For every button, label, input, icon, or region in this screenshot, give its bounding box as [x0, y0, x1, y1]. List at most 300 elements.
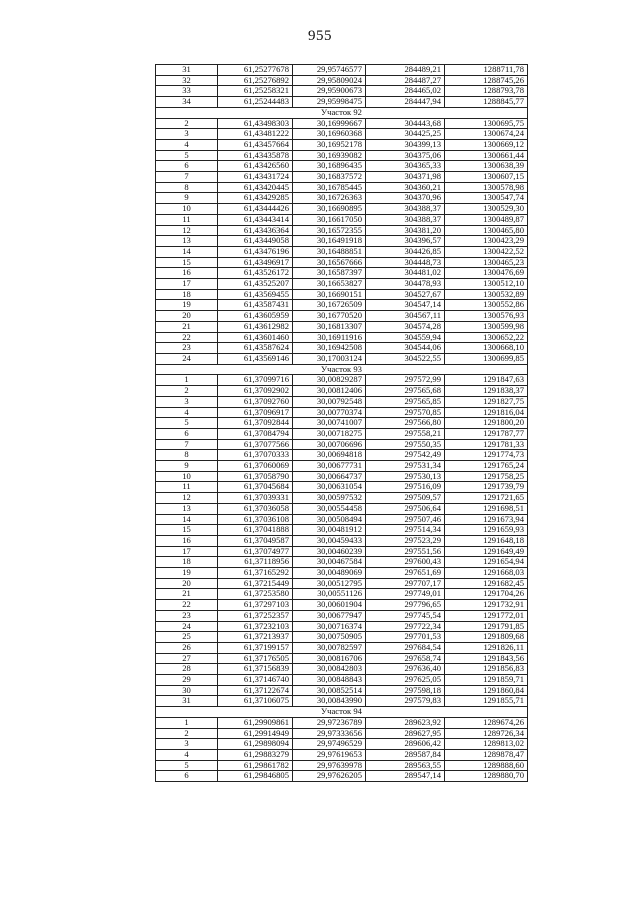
table-cell: 61,43569146 — [218, 353, 293, 364]
table-cell: 61,37045684 — [218, 482, 293, 493]
table-cell: 1288711,78 — [445, 65, 528, 76]
table-cell: 61,43457664 — [218, 139, 293, 150]
table-cell: 1291704,26 — [445, 589, 528, 600]
table-cell: 8 — [156, 450, 218, 461]
table-cell: 30,16567666 — [293, 257, 366, 268]
table-cell: 1300668,10 — [445, 343, 528, 354]
table-cell: 61,37215449 — [218, 578, 293, 589]
table-cell: 30,16587397 — [293, 268, 366, 279]
table-cell: 2 — [156, 118, 218, 129]
table-cell: 29,95900673 — [293, 86, 366, 97]
table-row — [156, 193, 528, 204]
table-cell: 9 — [156, 461, 218, 472]
table-cell: 297523,29 — [366, 535, 445, 546]
table-cell: 7 — [156, 439, 218, 450]
table-cell: 61,37084794 — [218, 428, 293, 439]
table-cell: 61,43436364 — [218, 225, 293, 236]
table-cell: 14 — [156, 514, 218, 525]
table-row — [156, 739, 528, 750]
table-cell: 304522,55 — [366, 353, 445, 364]
table-row — [156, 246, 528, 257]
table-cell: 30,00718275 — [293, 428, 366, 439]
table-cell: 30,17003124 — [293, 353, 366, 364]
table-cell: 61,37118956 — [218, 557, 293, 568]
table-cell: 27 — [156, 653, 218, 664]
table-cell: 297684,54 — [366, 642, 445, 653]
table-cell: 61,37060069 — [218, 461, 293, 472]
table-cell: 1300638,39 — [445, 161, 528, 172]
table-cell: 30,00741007 — [293, 418, 366, 429]
table-cell: 1291654,94 — [445, 557, 528, 568]
table-cell: 32 — [156, 75, 218, 86]
table-cell: 61,29861782 — [218, 760, 293, 771]
table-cell: 304559,94 — [366, 332, 445, 343]
table-cell: 61,43429285 — [218, 193, 293, 204]
table-cell: 1300652,22 — [445, 332, 528, 343]
table-cell: 1291809,68 — [445, 632, 528, 643]
table-cell: 20 — [156, 311, 218, 322]
table-cell: 61,29883279 — [218, 750, 293, 761]
table-cell: 61,37039331 — [218, 493, 293, 504]
table-cell: 304448,73 — [366, 257, 445, 268]
table-cell: 25 — [156, 632, 218, 643]
table-row — [156, 118, 528, 129]
table-cell: 1291800,20 — [445, 418, 528, 429]
table-cell: 22 — [156, 332, 218, 343]
table-cell: 1291816,04 — [445, 407, 528, 418]
table-row — [156, 386, 528, 397]
table-cell: 30,16491918 — [293, 236, 366, 247]
table-row — [156, 439, 528, 450]
table-row — [156, 279, 528, 290]
table-row — [156, 65, 528, 76]
table-cell: 1291732,91 — [445, 600, 528, 611]
table-cell: 30 — [156, 685, 218, 696]
section-header: Участок 92 — [156, 107, 528, 118]
table-row — [156, 461, 528, 472]
table-row — [156, 257, 528, 268]
table-cell: 61,37077566 — [218, 439, 293, 450]
table-cell: 30,16813307 — [293, 321, 366, 332]
table-cell: 297506,64 — [366, 503, 445, 514]
table-cell: 30,00852514 — [293, 685, 366, 696]
table-row — [156, 632, 528, 643]
table-cell: 61,43587624 — [218, 343, 293, 354]
table-cell: 6 — [156, 161, 218, 172]
table-cell: 61,29914949 — [218, 728, 293, 739]
table-cell: 24 — [156, 621, 218, 632]
table-cell: 61,37253580 — [218, 589, 293, 600]
page-number: 955 — [308, 28, 332, 44]
table-cell: 30,00848843 — [293, 675, 366, 686]
table-cell: 1291843,56 — [445, 653, 528, 664]
table-cell: 1300422,52 — [445, 246, 528, 257]
table-cell: 61,25277678 — [218, 65, 293, 76]
table-cell: 297600,43 — [366, 557, 445, 568]
table-cell: 30,00770374 — [293, 407, 366, 418]
table-cell: 30,00694818 — [293, 450, 366, 461]
table-cell: 61,37156839 — [218, 664, 293, 675]
table-cell: 304399,13 — [366, 139, 445, 150]
table-cell: 61,43601460 — [218, 332, 293, 343]
table-cell: 30,00631054 — [293, 482, 366, 493]
table-cell: 1288845,77 — [445, 97, 528, 108]
table-cell: 19 — [156, 568, 218, 579]
table-cell: 1291860,84 — [445, 685, 528, 696]
table-row — [156, 161, 528, 172]
table-cell: 1 — [156, 375, 218, 386]
table-row — [156, 428, 528, 439]
table-cell: 297531,34 — [366, 461, 445, 472]
table-cell: 29,95746577 — [293, 65, 366, 76]
table-cell: 61,37099716 — [218, 375, 293, 386]
table-row — [156, 514, 528, 525]
table-row — [156, 610, 528, 621]
table-cell: 61,37058790 — [218, 471, 293, 482]
table-cell: 1300695,75 — [445, 118, 528, 129]
table-cell: 3 — [156, 129, 218, 140]
table-row — [156, 214, 528, 225]
table-cell: 3 — [156, 396, 218, 407]
table-cell: 1291774,73 — [445, 450, 528, 461]
table-cell: 289627,95 — [366, 728, 445, 739]
table-cell: 61,37232103 — [218, 621, 293, 632]
table-cell: 5 — [156, 418, 218, 429]
table-cell: 304370,96 — [366, 193, 445, 204]
table-cell: 1291765,24 — [445, 461, 528, 472]
table-cell: 30,00792548 — [293, 396, 366, 407]
table-cell: 1291781,33 — [445, 439, 528, 450]
table-cell: 5 — [156, 150, 218, 161]
table-cell: 30,00829287 — [293, 375, 366, 386]
table-cell: 30,16488851 — [293, 246, 366, 257]
table-row — [156, 396, 528, 407]
table-cell: 28 — [156, 664, 218, 675]
table-cell: 1291758,25 — [445, 471, 528, 482]
table-cell: 284447,94 — [366, 97, 445, 108]
table-cell: 30,00843990 — [293, 696, 366, 707]
table-cell: 3 — [156, 739, 218, 750]
table-cell: 61,29846805 — [218, 771, 293, 782]
table-cell: 1300476,69 — [445, 268, 528, 279]
table-cell: 17 — [156, 546, 218, 557]
table-cell: 29,97333656 — [293, 728, 366, 739]
table-cell: 29,97626205 — [293, 771, 366, 782]
table-cell: 61,37041888 — [218, 525, 293, 536]
table-cell: 61,43481222 — [218, 129, 293, 140]
table-cell: 16 — [156, 268, 218, 279]
table-cell: 297507,46 — [366, 514, 445, 525]
table-cell: 2 — [156, 728, 218, 739]
table-cell: 61,37049587 — [218, 535, 293, 546]
table-cell: 1288745,26 — [445, 75, 528, 86]
table-cell: 31 — [156, 65, 218, 76]
table-cell: 30,16785445 — [293, 182, 366, 193]
table-cell: 30,00467584 — [293, 557, 366, 568]
table-cell: 61,43569455 — [218, 289, 293, 300]
table-row — [156, 482, 528, 493]
table-cell: 1300674,24 — [445, 129, 528, 140]
table-cell: 61,43444426 — [218, 204, 293, 215]
table-row — [156, 450, 528, 461]
table-cell: 30,00459433 — [293, 535, 366, 546]
table-cell: 29 — [156, 675, 218, 686]
table-cell: 30,16653827 — [293, 279, 366, 290]
table-cell: 30,00706696 — [293, 439, 366, 450]
table-cell: 30,00508494 — [293, 514, 366, 525]
table-cell: 14 — [156, 246, 218, 257]
table-cell: 304544,06 — [366, 343, 445, 354]
table-cell: 1300607,15 — [445, 172, 528, 183]
table-cell: 29,95809024 — [293, 75, 366, 86]
table-row — [156, 418, 528, 429]
table-row — [156, 535, 528, 546]
table-cell: 1300529,30 — [445, 204, 528, 215]
table-cell: 61,37176505 — [218, 653, 293, 664]
table-cell: 26 — [156, 642, 218, 653]
table-row — [156, 343, 528, 354]
table-cell: 30,16572355 — [293, 225, 366, 236]
table-row — [156, 97, 528, 108]
table-cell: 31 — [156, 696, 218, 707]
table-cell: 61,43476196 — [218, 246, 293, 257]
table-cell: 1300532,89 — [445, 289, 528, 300]
table-cell: 61,37146740 — [218, 675, 293, 686]
table-cell: 30,16999667 — [293, 118, 366, 129]
table-row — [156, 664, 528, 675]
table-row — [156, 771, 528, 782]
table-cell: 297625,05 — [366, 675, 445, 686]
table-cell: 19 — [156, 300, 218, 311]
table-cell: 1288793,78 — [445, 86, 528, 97]
table-row — [156, 750, 528, 761]
table-cell: 10 — [156, 471, 218, 482]
table-cell: 61,43587431 — [218, 300, 293, 311]
table-cell: 61,37165292 — [218, 568, 293, 579]
table-cell: 13 — [156, 236, 218, 247]
table-cell: 297658,74 — [366, 653, 445, 664]
section-header-row — [156, 707, 528, 718]
table-row — [156, 685, 528, 696]
section-header-row — [156, 364, 528, 375]
table-cell: 1289813,02 — [445, 739, 528, 750]
table-cell: 61,43420445 — [218, 182, 293, 193]
table-cell: 30,16942508 — [293, 343, 366, 354]
table-cell: 1291847,63 — [445, 375, 528, 386]
table-row — [156, 129, 528, 140]
table-row — [156, 696, 528, 707]
table-cell: 297570,85 — [366, 407, 445, 418]
table-cell: 1300547,74 — [445, 193, 528, 204]
table-cell: 30,16690151 — [293, 289, 366, 300]
table-cell: 297542,49 — [366, 450, 445, 461]
table-cell: 10 — [156, 204, 218, 215]
table-row — [156, 578, 528, 589]
table-row — [156, 268, 528, 279]
table-cell: 30,00677947 — [293, 610, 366, 621]
table-cell: 30,00842803 — [293, 664, 366, 675]
table-cell: 304443,68 — [366, 118, 445, 129]
table-cell: 304426,85 — [366, 246, 445, 257]
table-row — [156, 289, 528, 300]
table-cell: 1291673,94 — [445, 514, 528, 525]
table-cell: 23 — [156, 343, 218, 354]
table-cell: 1291721,65 — [445, 493, 528, 504]
table-cell: 304360,21 — [366, 182, 445, 193]
table-cell: 304396,57 — [366, 236, 445, 247]
table-row — [156, 236, 528, 247]
table-cell: 1291791,85 — [445, 621, 528, 632]
table-cell: 289547,14 — [366, 771, 445, 782]
table-row — [156, 225, 528, 236]
table-cell: 297550,35 — [366, 439, 445, 450]
table-cell: 304547,14 — [366, 300, 445, 311]
table-cell: 1300661,44 — [445, 150, 528, 161]
table-cell: 1300552,86 — [445, 300, 528, 311]
table-cell: 4 — [156, 139, 218, 150]
table-row — [156, 86, 528, 97]
table-cell: 30,00481912 — [293, 525, 366, 536]
table-cell: 30,16911916 — [293, 332, 366, 343]
table-cell: 29,97236789 — [293, 717, 366, 728]
table-cell: 1300489,87 — [445, 214, 528, 225]
table-cell: 284487,27 — [366, 75, 445, 86]
table-cell: 297749,01 — [366, 589, 445, 600]
table-cell: 1289888,60 — [445, 760, 528, 771]
table-cell: 23 — [156, 610, 218, 621]
table-cell: 61,37036058 — [218, 503, 293, 514]
table-cell: 1 — [156, 717, 218, 728]
table-cell: 30,00601904 — [293, 600, 366, 611]
table-cell: 15 — [156, 257, 218, 268]
table-cell: 30,00489069 — [293, 568, 366, 579]
table-row — [156, 75, 528, 86]
table-cell: 12 — [156, 225, 218, 236]
table-cell: 21 — [156, 321, 218, 332]
table-cell: 30,16960368 — [293, 129, 366, 140]
coordinates-table — [155, 64, 528, 782]
table-cell: 1300512,10 — [445, 279, 528, 290]
table-cell: 297565,85 — [366, 396, 445, 407]
table-cell: 1291772,01 — [445, 610, 528, 621]
table-cell: 20 — [156, 578, 218, 589]
table-cell: 1291682,45 — [445, 578, 528, 589]
table-cell: 284489,21 — [366, 65, 445, 76]
table-row — [156, 503, 528, 514]
table-cell: 297579,83 — [366, 696, 445, 707]
table-cell: 30,00554458 — [293, 503, 366, 514]
table-row — [156, 589, 528, 600]
table-cell: 9 — [156, 193, 218, 204]
table-row — [156, 332, 528, 343]
table-row — [156, 546, 528, 557]
table-cell: 284465,02 — [366, 86, 445, 97]
table-cell: 13 — [156, 503, 218, 514]
table-row — [156, 525, 528, 536]
table-cell: 297598,18 — [366, 685, 445, 696]
table-cell: 297651,69 — [366, 568, 445, 579]
table-cell: 297722,34 — [366, 621, 445, 632]
table-cell: 1291827,75 — [445, 396, 528, 407]
table-cell: 30,16617050 — [293, 214, 366, 225]
table-cell: 304365,33 — [366, 161, 445, 172]
table-cell: 30,16939082 — [293, 150, 366, 161]
table-cell: 30,00750905 — [293, 632, 366, 643]
table-cell: 304481,02 — [366, 268, 445, 279]
table-cell: 30,16896435 — [293, 161, 366, 172]
table-cell: 1291698,51 — [445, 503, 528, 514]
table-cell: 61,37213937 — [218, 632, 293, 643]
table-cell: 1300576,93 — [445, 311, 528, 322]
table-cell: 61,37106075 — [218, 696, 293, 707]
table-cell: 289623,92 — [366, 717, 445, 728]
coordinates-table-body — [156, 65, 528, 782]
table-cell: 30,00664737 — [293, 471, 366, 482]
table-cell: 61,43435878 — [218, 150, 293, 161]
table-cell: 61,37199157 — [218, 642, 293, 653]
table-cell: 61,29909861 — [218, 717, 293, 728]
table-row — [156, 321, 528, 332]
table-cell: 61,43605959 — [218, 311, 293, 322]
table-cell: 61,25244483 — [218, 97, 293, 108]
table-row — [156, 300, 528, 311]
table-row — [156, 568, 528, 579]
table-cell: 6 — [156, 428, 218, 439]
table-cell: 1291787,77 — [445, 428, 528, 439]
table-cell: 297530,13 — [366, 471, 445, 482]
table-cell: 61,43498303 — [218, 118, 293, 129]
table-cell: 61,37092902 — [218, 386, 293, 397]
table-cell: 4 — [156, 750, 218, 761]
table-cell: 297516,09 — [366, 482, 445, 493]
table-cell: 30,16726509 — [293, 300, 366, 311]
table-cell: 297701,53 — [366, 632, 445, 643]
table-row — [156, 407, 528, 418]
table-cell: 24 — [156, 353, 218, 364]
table-cell: 29,97639978 — [293, 760, 366, 771]
table-cell: 61,29898094 — [218, 739, 293, 750]
table-cell: 61,37297103 — [218, 600, 293, 611]
table-cell: 1300465,80 — [445, 225, 528, 236]
table-cell: 30,00460239 — [293, 546, 366, 557]
table-cell: 297707,17 — [366, 578, 445, 589]
table-cell: 297636,40 — [366, 664, 445, 675]
table-cell: 1291659,93 — [445, 525, 528, 536]
table-cell: 304567,11 — [366, 311, 445, 322]
table-cell: 61,43443414 — [218, 214, 293, 225]
table-cell: 1291668,03 — [445, 568, 528, 579]
table-row — [156, 642, 528, 653]
section-header-row — [156, 107, 528, 118]
table-cell: 1300423,29 — [445, 236, 528, 247]
table-cell: 1291838,37 — [445, 386, 528, 397]
table-cell: 1300578,98 — [445, 182, 528, 193]
table-cell: 30,00677731 — [293, 461, 366, 472]
table-cell: 18 — [156, 289, 218, 300]
table-cell: 304574,28 — [366, 321, 445, 332]
table-cell: 1291648,18 — [445, 535, 528, 546]
table-cell: 61,25276892 — [218, 75, 293, 86]
table-cell: 304388,37 — [366, 214, 445, 225]
table-cell: 30,16726363 — [293, 193, 366, 204]
table-cell: 61,43431724 — [218, 172, 293, 183]
table-row — [156, 493, 528, 504]
table-cell: 61,37070333 — [218, 450, 293, 461]
table-cell: 61,43496917 — [218, 257, 293, 268]
table-cell: 30,16690895 — [293, 204, 366, 215]
table-row — [156, 172, 528, 183]
section-header: Участок 93 — [156, 364, 528, 375]
